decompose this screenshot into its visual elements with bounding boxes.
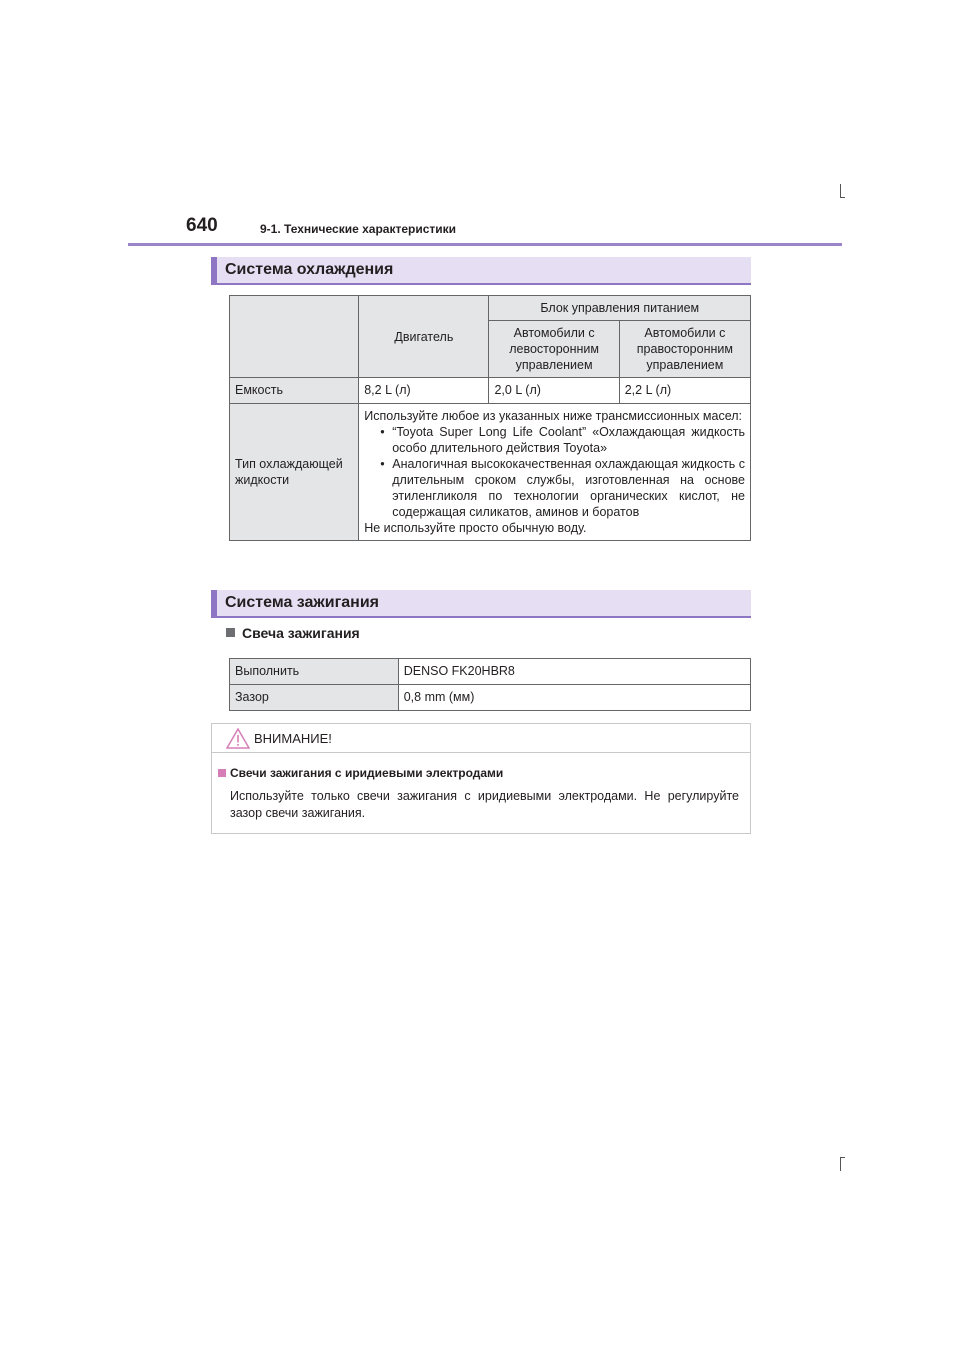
spark-plug-subhead-text: Свеча зажигания bbox=[242, 625, 360, 641]
table-row bbox=[230, 685, 751, 711]
section-cooling-title: Система охлаждения bbox=[225, 261, 394, 278]
capacity-rhd: 2,2 L (л) bbox=[619, 378, 750, 404]
coolant-note: Не используйте просто обычную воду. bbox=[364, 521, 587, 535]
crop-mark-top bbox=[840, 184, 841, 198]
square-bullet-icon bbox=[226, 628, 235, 637]
header-rule bbox=[128, 243, 842, 246]
caution-body: Используйте только свечи зажигания с иридиевыми электродами. Не регулируйте зазор свечи зажигания. bbox=[230, 789, 739, 820]
caution-box bbox=[211, 723, 751, 834]
spark-row-value: 0,8 mm (мм) bbox=[398, 685, 750, 711]
chapter-title: 9-1. Технические характеристики bbox=[260, 222, 457, 236]
spark-row-value: DENSO FK20HBR8 bbox=[398, 659, 750, 685]
page-number: 640 bbox=[186, 215, 218, 236]
spark-plug-subhead bbox=[226, 625, 360, 641]
col-rhd: Автомобили с правосторонним управлением bbox=[619, 321, 750, 378]
col-lhd: Автомобили с левосторонним управлением bbox=[489, 321, 619, 378]
warning-triangle-icon bbox=[226, 728, 250, 749]
coolant-description bbox=[359, 404, 751, 541]
section-ignition bbox=[211, 590, 751, 618]
table-corner-cell bbox=[230, 296, 359, 378]
spark-plug-table bbox=[229, 658, 751, 711]
capacity-lhd: 2,0 L (л) bbox=[489, 378, 619, 404]
list-item: • “Toyota Super Long Life Coolant” «Охлаждающая жидкость особо длительного действия Toyota» bbox=[364, 424, 745, 456]
spark-row-label: Зазор bbox=[230, 685, 399, 711]
coolant-intro: Используйте любое из указанных ниже трансмиссионных масел: bbox=[364, 409, 743, 423]
crop-mark-bottom bbox=[840, 1157, 841, 1171]
row-coolant-label: Тип охлаждающей жидкости bbox=[230, 404, 359, 541]
crop-mark-top-h bbox=[840, 197, 845, 198]
col-pcu: Блок управления питанием bbox=[489, 296, 751, 321]
list-item: • Аналогичная высококачественная охлаждающая жидкость с длительным сроком службы, изготовленная на основе этиленгликоля по технологии органических кислот, не содержащая силикатов, аминов и боратов bbox=[364, 456, 745, 520]
section-ignition-title: Система зажигания bbox=[225, 594, 379, 611]
caution-header bbox=[212, 724, 750, 753]
section-cooling bbox=[211, 257, 751, 285]
table-row bbox=[230, 659, 751, 685]
capacity-engine: 8,2 L (л) bbox=[359, 378, 489, 404]
square-bullet-icon bbox=[218, 769, 226, 777]
crop-mark-bottom-h bbox=[840, 1157, 845, 1158]
caution-subhead-text: Свечи зажигания с иридиевыми электродами bbox=[230, 766, 504, 780]
col-engine: Двигатель bbox=[359, 296, 489, 378]
caution-subhead bbox=[218, 766, 503, 780]
coolant-list bbox=[364, 424, 745, 520]
spark-row-label: Выполнить bbox=[230, 659, 399, 685]
cooling-table bbox=[229, 295, 751, 541]
row-capacity-label: Емкость bbox=[230, 378, 359, 404]
caution-title: ВНИМАНИЕ! bbox=[254, 731, 332, 746]
